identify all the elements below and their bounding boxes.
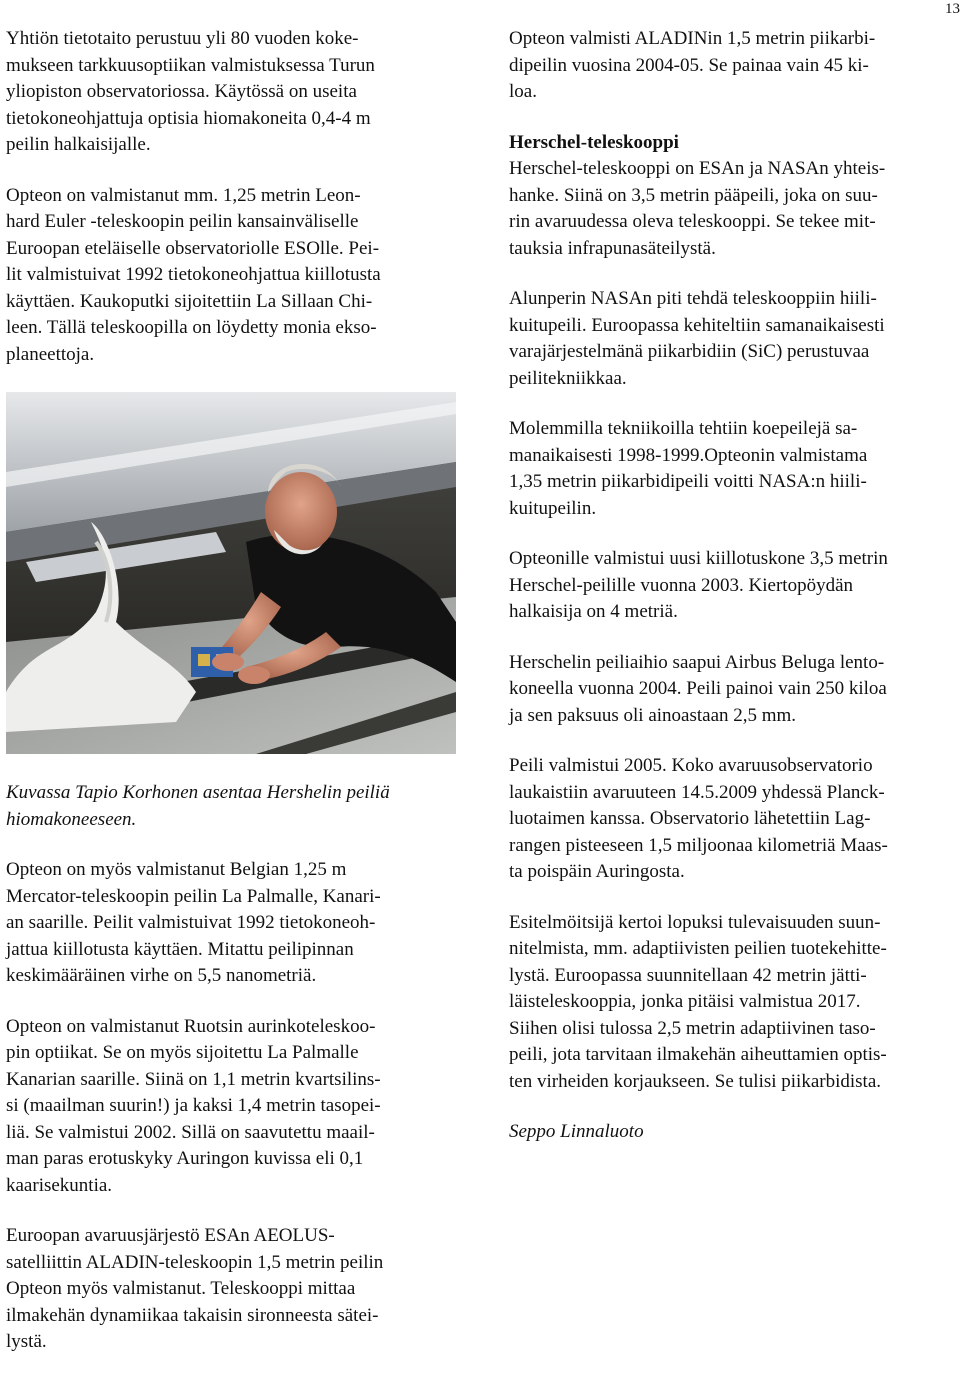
paragraph-launch: Peili valmistui 2005. Koko avaruusobservatorio laukaistiin avaruuteen 14.5.2009 yhdessä Planck- luotaimen kanssa. Observatorio lähetettiin Lag- rangen pisteeseen 1,5 miljoonaa kilometriä Maas- ta poispäin Auringosta. — [509, 755, 888, 882]
paragraph-aladin-telescope: Euroopan avaruusjärjestö ESAn AEOLUS- satelliittin ALADIN-teleskoopin 1,5 metrin peilin Opteon myös valmistanut. Teleskooppi mittaa ilmakehän dynamiikaa takaisin sironneesta sätei- lystä. — [6, 1225, 384, 1352]
paragraph-test-mirrors: Molemmilla tekniikoilla tehtiin koepeilejä sa- manaikaisesti 1998-1999.Opteonin valmistama 1,35 metrin piikarbidipeili voitti NASA:n hiili- kuitupeilin. — [509, 418, 868, 519]
left-column — [6, 26, 451, 1380]
photo-mirror-installation — [6, 392, 456, 754]
author-signature: Seppo Linnaluoto — [509, 1121, 644, 1142]
paragraph-mercator-telescope: Opteon on myös valmistanut Belgian 1,25 m Mercator-teleskoopin peilin La Palmalle, Kanari- an saarille. Peilit valmistuivat 1992 tietokoneoh- jattua kiillotusta käyttäen. Mitattu peilipinnan keskimääräinen virhe on 5,5 nanometriä. — [6, 859, 381, 986]
paragraph-leonhard-euler-telescope: Opteon on valmistanut mm. 1,25 metrin Leon- hard Euler -teleskoopin peilin kansainväliselle Euroopan eteläiselle observatoriolle ESOlle. Pei- lit valmistuivat 1992 tietokoneohjattua kiillotusta käyttäen. Kaukoputki sijoitettiin La Sillaan Chi- leen. Tällä teleskoopilla on löydetty monia ekso- planeettoja. — [6, 184, 381, 365]
herschel-section-start — [509, 130, 955, 263]
paragraph-nasa-carbon-fibre: Alunperin NASAn piti tehdä teleskooppiin hiili- kuitupeili. Euroopassa kehiteltiin samanaikaisesti varajärjestelmänä piikarbidiin (SiC) perustuvaa peilitekniikkaa. — [509, 288, 885, 389]
right-column — [509, 26, 955, 1146]
paragraph-beluga-delivery: Herschelin peiliaihio saapui Airbus Beluga lento- koneella vuonna 2004. Peili painoi vain 250 kiloa ja sen paksuus oli ainoastaan 2,5 mm. — [509, 651, 887, 726]
section-heading-herschel: Herschel-teleskooppi — [509, 131, 679, 153]
paragraph-company-expertise: Yhtiön tietotaito perustuu yli 80 vuoden koke- mukseen tarkkuusoptiikan valmistuksessa Turun yliopiston observatoriossa. Käytössä on useita tietokoneohjattuja optisia hiomakoneita 0,4-4 m peilin halkaisijalle. — [6, 28, 375, 155]
paragraph-solar-telescope: Opteon on valmistanut Ruotsin aurinkoteleskoo- pin optiikat. Se on myös sijoitettu La Palmalle Kanarian saarille. Siinä on 1,1 metrin kvartsilins- si (maailman suurin!) ja kaksi 1,4 metrin tasopei- liä. Se valmistui 2002. Sillä on saavutettu maail- man paras erotuskyky Auringon kuvissa eli 0,1 kaarisekuntia. — [6, 1015, 381, 1196]
paragraph-aladin-mirror: Opteon valmisti ALADINin 1,5 metrin piikarbi- dipeilin vuosina 2004-05. Se painaa vain 45 ki- loa. — [509, 28, 876, 102]
photo-caption: Kuvassa Tapio Korhonen asentaa Hershelin peiliä hiomakoneeseen. — [6, 782, 390, 830]
paragraph-herschel-intro: Herschel-teleskooppi on ESAn ja NASAn yhteis- hanke. Siinä on 3,5 metrin pääpeili, joka on suu- rin avaruudessa oleva teleskooppi. Se tekee mit- tauksia infrapunasäteilystä. — [509, 158, 886, 259]
paragraph-future-plans: Esitelmöitsijä kertoi lopuksi tulevaisuuden suun- nitelmista, mm. adaptiivisten peilien tuotekehitte- lystä. Euroopassa suunnitellaan 42 metrin jätti- läisteleskooppia, jonka pitäisi valmistua 2017. Siihen olisi tulossa 2,5 metrin adaptiivinen taso- peili, jota tarvitaan ilmakehän aiheuttamien optis- ten virheiden korjaukseen. Se tulisi piikarbidista. — [509, 911, 887, 1092]
page-number: 13 — [945, 1, 960, 17]
paragraph-polishing-machine: Opteonille valmistui uusi kiillotuskone 3,5 metrin Herschel-peilille vuonna 2003. Kiertopöydän halkaisija on 4 metriä. — [509, 548, 888, 622]
photo-illustration — [6, 392, 456, 754]
